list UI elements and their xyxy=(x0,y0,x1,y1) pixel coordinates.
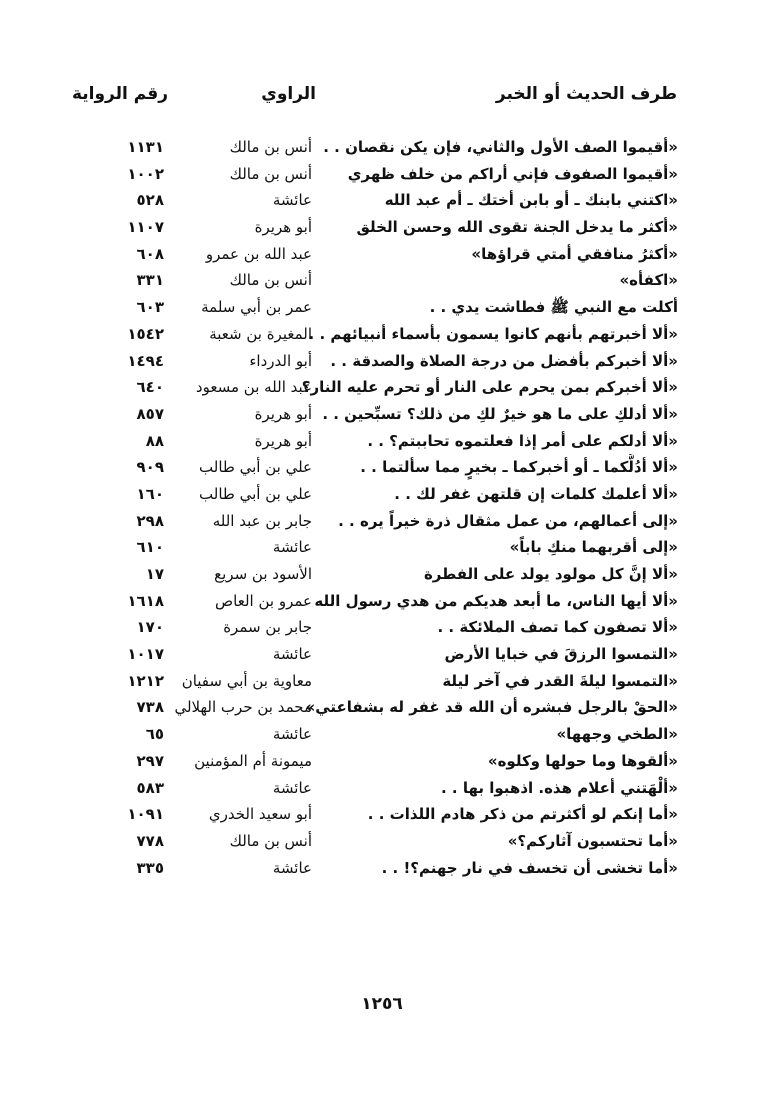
hadith-text: «اكفأه» xyxy=(619,271,678,290)
table-row xyxy=(0,428,764,455)
hadith-text: «إلى أقربهما منكِ باباً» xyxy=(509,538,678,557)
hadith-text: «ألقوها وما حولها وكلوه» xyxy=(487,751,678,770)
hadith-text: «ألا تصفون كما تصف الملائكة . . xyxy=(437,618,678,637)
narration-number: ١٠٩١ xyxy=(127,805,164,824)
table-row xyxy=(0,401,764,428)
narration-number: ٢٩٨ xyxy=(136,511,164,530)
hadith-text: «ألا أيها الناس، ما أبعد هديكم من هدي رسول الله xyxy=(314,591,678,610)
table-row xyxy=(0,828,764,855)
hadith-text: «ألا أخبركم بأفضل من درجة الصلاة والصدقة . . xyxy=(330,351,678,370)
hadith-text: «أكثرُ منافقي أمتي قراؤها» xyxy=(471,244,678,263)
narration-number: ١٦٠ xyxy=(136,484,164,503)
hadith-text: أكلت مع النبي ﷺ فطاشت يدي . . xyxy=(429,298,678,317)
narrator-name: عمرو بن العاص xyxy=(215,591,312,610)
narrator-name: عائشة xyxy=(272,858,312,877)
narration-number: ١١٠٧ xyxy=(127,218,164,237)
table-row xyxy=(0,374,764,401)
header-number: رقم الرواية xyxy=(71,84,168,104)
table-row xyxy=(0,561,764,588)
table-row xyxy=(0,241,764,268)
narration-number: ١٠٠٢ xyxy=(127,164,164,183)
narrator-name: عبد الله بن مسعود xyxy=(195,378,312,397)
hadith-text: «أما تحتسبون آثاركم؟» xyxy=(507,831,678,850)
hadith-text: «التمسوا الرزقَ في خبايا الأرض xyxy=(444,645,678,664)
narrator-name: عائشة xyxy=(272,778,312,797)
table-row xyxy=(0,508,764,535)
narration-number: ٦٠٣ xyxy=(136,298,164,317)
narration-number: ٣٣١ xyxy=(136,271,164,290)
narration-number: ٢٩٧ xyxy=(136,751,164,770)
hadith-text: «أكثر ما يدخل الجنة تقوى الله وحسن الخلق xyxy=(356,218,678,237)
narrator-name: الأسود بن سريع xyxy=(214,565,312,583)
narrator-name: أبو هريرة xyxy=(254,431,312,450)
hadith-text: «ألا أعلمك كلمات إن قلتهن غفر لك . . xyxy=(394,484,678,503)
table-row xyxy=(0,534,764,561)
table-row xyxy=(0,161,764,188)
table-row xyxy=(0,267,764,294)
hadith-text: «ألا أخبركم بمن يحرم على النار أو تحرم عليه النار؟ xyxy=(301,378,678,397)
hadith-text: «إلى أعمالهم، من عمل مثقال ذرة خيراً يره . . xyxy=(338,511,678,530)
narrator-name: علي بن أبي طالب xyxy=(199,484,312,503)
header-rawi: الراوي xyxy=(261,84,316,104)
narration-number: ٦٠٨ xyxy=(136,244,164,263)
header-hadith: طرف الحديث أو الخبر xyxy=(495,84,677,104)
narration-number: ١١٣١ xyxy=(127,138,164,156)
table-row xyxy=(0,588,764,615)
narration-number: ٨٨ xyxy=(145,431,164,450)
narrator-name: أبو هريرة xyxy=(254,218,312,237)
table-row xyxy=(0,694,764,721)
table-row xyxy=(0,641,764,668)
hadith-text: «الطخي وجهها» xyxy=(556,725,678,744)
narration-number: ١٧ xyxy=(145,565,164,583)
narrator-name: عائشة xyxy=(272,645,312,664)
table-row xyxy=(0,614,764,641)
table-row xyxy=(0,294,764,321)
narration-number: ١٥٤٢ xyxy=(127,324,164,343)
narrator-name: جابر بن عبد الله xyxy=(212,511,312,530)
table-row xyxy=(0,748,764,775)
narration-number: ٣٣٥ xyxy=(136,858,164,877)
narrator-name: محمد بن حرب الهلالي xyxy=(174,698,312,717)
table-row xyxy=(0,454,764,481)
table-row xyxy=(0,855,764,882)
table-row xyxy=(0,775,764,802)
hadith-text: «ألا أدلكِ على ما هو خيرٌ لكِ من ذلك؟ تسبِّحين . . xyxy=(322,404,678,423)
narration-number: ٦٥ xyxy=(145,725,164,744)
narration-number: ٥٢٨ xyxy=(136,191,164,210)
hadith-text: «ألا أخبرتهم بأنهم كانوا يسمون بأسماء أنبيائهم . . xyxy=(308,324,678,343)
narration-number: ١٠١٧ xyxy=(127,645,164,664)
table-header xyxy=(0,84,764,120)
narration-number: ٧٣٨ xyxy=(136,698,164,717)
table-row xyxy=(0,481,764,508)
narration-number: ٦٤٠ xyxy=(136,378,164,397)
page-number: ١٢٥٦ xyxy=(361,994,403,1014)
hadith-text: «أقيموا الصف الأول والثاني، فإن يكن نقصان . . xyxy=(323,138,678,156)
narration-number: ٥٨٣ xyxy=(136,778,164,797)
narrator-name: أبو سعيد الخدري xyxy=(208,805,312,824)
narration-number: ٧٧٨ xyxy=(136,831,164,850)
narrator-name: عائشة xyxy=(272,191,312,210)
hadith-text: «أقيموا الصفوف فإني أراكم من خلف ظهري xyxy=(347,164,678,183)
table-row xyxy=(0,321,764,348)
hadith-text: «ألْهَتني أعلام هذه. اذهبوا بها . . xyxy=(441,778,678,797)
hadith-text: «الحقْ بالرجل فبشره أن الله قد غفر له بشفاعتي» xyxy=(305,698,678,717)
narrator-name: ميمونة أم المؤمنين xyxy=(194,751,312,770)
hadith-text: «ألا إنَّ كل مولود يولد على الفطرة xyxy=(423,565,678,583)
narration-number: ٨٥٧ xyxy=(136,404,164,423)
narrator-name: عائشة xyxy=(272,538,312,557)
narrator-name: أنس بن مالك xyxy=(229,164,312,183)
table-row xyxy=(0,214,764,241)
narrator-name: أنس بن مالك xyxy=(229,271,312,290)
hadith-text: «اكتني بابنك ـ أو بابن أختك ـ أم عبد الله xyxy=(384,191,678,210)
hadith-text: «ألا أدلكم على أمر إذا فعلتموه تحاببتم؟ . . xyxy=(367,431,678,450)
narration-number: ١٦١٨ xyxy=(127,591,164,610)
narrator-name: جابر بن سمرة xyxy=(223,618,312,637)
hadith-text: «التمسوا ليلةَ القدر في آخر ليلة xyxy=(442,671,678,690)
narrator-name: عمر بن أبي سلمة xyxy=(201,298,312,317)
table-row xyxy=(0,348,764,375)
narration-number: ١٤٩٤ xyxy=(127,351,164,370)
table-row xyxy=(0,801,764,828)
hadith-text: «أما تخشى أن تخسف في نار جهنم؟! . . xyxy=(381,858,678,877)
narrator-name: معاوية بن أبي سفيان xyxy=(181,671,312,690)
narrator-name: أبو الدرداء xyxy=(249,351,312,370)
table-row xyxy=(0,721,764,748)
narration-number: ٩٠٩ xyxy=(136,458,164,477)
narrator-name: المغيرة بن شعبة xyxy=(209,324,312,343)
narration-number: ٦١٠ xyxy=(136,538,164,557)
hadith-text: «أما إنكم لو أكثرتم من ذكر هادم اللذات . . xyxy=(367,805,678,824)
narrator-name: أبو هريرة xyxy=(254,404,312,423)
narrator-name: علي بن أبي طالب xyxy=(199,458,312,477)
narrator-name: أنس بن مالك xyxy=(229,138,312,156)
narrator-name: عائشة xyxy=(272,725,312,744)
narration-number: ١٢١٢ xyxy=(127,671,164,690)
narration-number: ١٧٠ xyxy=(136,618,164,637)
hadith-index-table xyxy=(0,134,764,881)
hadith-text: «ألا أدُلُّكما ـ أو أخبركما ـ بخيرٍ مما سألتما . . xyxy=(360,458,678,477)
narrator-name: أنس بن مالك xyxy=(229,831,312,850)
table-row xyxy=(0,187,764,214)
table-row xyxy=(0,668,764,695)
table-row xyxy=(0,134,764,161)
narrator-name: عبد الله بن عمرو xyxy=(205,244,312,263)
